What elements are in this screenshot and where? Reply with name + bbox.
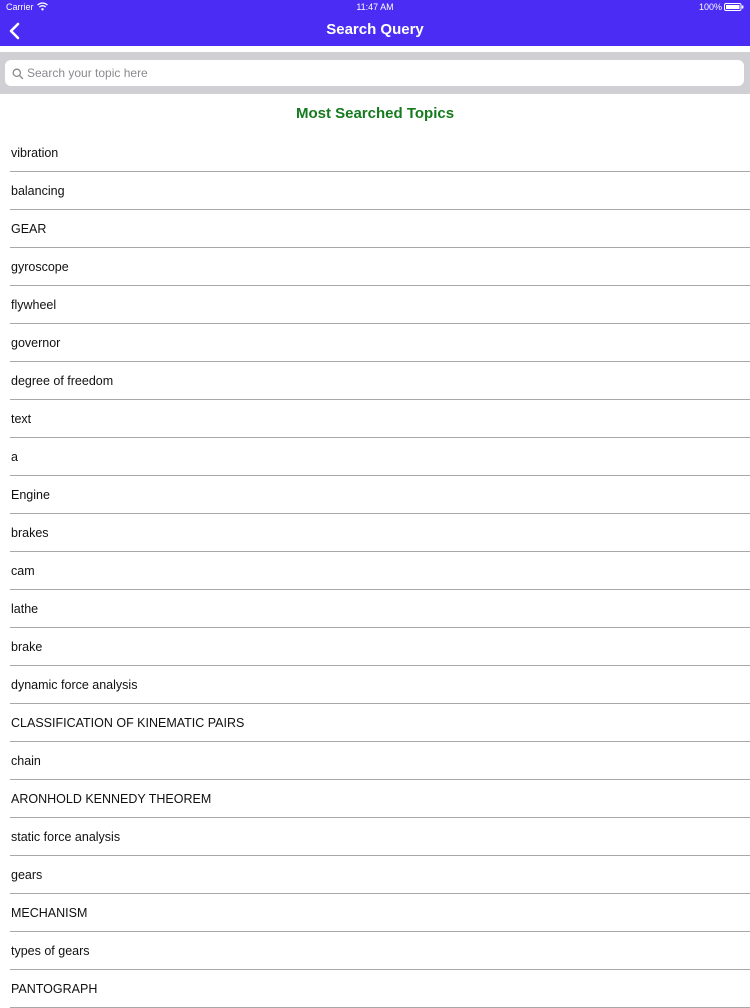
topic-list-item[interactable]: [0, 894, 750, 932]
topic-label: chain: [11, 754, 41, 768]
topic-list-item[interactable]: [0, 514, 750, 552]
topic-label: flywheel: [11, 298, 57, 312]
topic-label: a: [11, 450, 18, 464]
topic-label: gyroscope: [11, 260, 69, 274]
topic-label: CLASSIFICATION OF KINEMATIC PAIRS: [11, 716, 245, 730]
topic-label: ARONHOLD KENNEDY THEOREM: [11, 792, 212, 806]
topic-label: dynamic force analysis: [11, 678, 138, 692]
topic-list-item[interactable]: [0, 552, 750, 590]
status-time: 11:47 AM: [356, 2, 394, 12]
topic-list-item[interactable]: [0, 172, 750, 210]
topic-list-item[interactable]: [0, 742, 750, 780]
search-bar: [0, 52, 750, 94]
battery-icon: [724, 3, 744, 11]
battery-percentage: 100%: [698, 2, 722, 12]
topic-list-item[interactable]: [0, 438, 750, 476]
search-input[interactable]: [27, 60, 727, 86]
topic-list-item[interactable]: [0, 704, 750, 742]
topic-label: types of gears: [11, 944, 90, 958]
topic-label: MECHANISM: [11, 906, 88, 920]
topic-label: brakes: [11, 526, 49, 540]
topic-list-item[interactable]: [0, 476, 750, 514]
topic-list-item[interactable]: [0, 628, 750, 666]
topic-label: degree of freedom: [11, 374, 114, 388]
topic-list-item[interactable]: [0, 932, 750, 970]
topic-label: governor: [11, 336, 61, 350]
topic-list-item[interactable]: [0, 780, 750, 818]
topic-label: Engine: [11, 488, 50, 502]
search-icon: [12, 67, 24, 79]
topic-label: gears: [11, 868, 43, 882]
topic-label: lathe: [11, 602, 39, 616]
topic-list-item[interactable]: [0, 400, 750, 438]
topic-list-item[interactable]: [0, 210, 750, 248]
topic-label: balancing: [11, 184, 65, 198]
topic-list-item[interactable]: [0, 362, 750, 400]
topic-label: PANTOGRAPH: [11, 982, 98, 996]
topic-label: text: [11, 412, 32, 426]
carrier-label: Carrier: [6, 2, 34, 12]
topic-list-item[interactable]: [0, 970, 750, 1008]
navigation-header: [0, 0, 750, 46]
topic-label: brake: [11, 640, 43, 654]
topic-list-item[interactable]: [0, 818, 750, 856]
topic-list-item[interactable]: [0, 324, 750, 362]
page-title: Search Query: [326, 21, 424, 38]
topic-list-item[interactable]: [0, 286, 750, 324]
topic-list: [0, 134, 750, 1008]
topic-label: static force analysis: [11, 830, 121, 844]
status-bar: [0, 0, 750, 14]
topic-label: GEAR: [11, 222, 47, 236]
topic-list-item[interactable]: [0, 248, 750, 286]
topic-list-item[interactable]: [0, 856, 750, 894]
topic-label: cam: [11, 564, 35, 578]
topic-label: vibration: [11, 146, 59, 160]
topic-list-item[interactable]: [0, 590, 750, 628]
search-box[interactable]: [5, 60, 744, 86]
topic-list-item[interactable]: [0, 666, 750, 704]
most-searched-heading: Most Searched Topics: [295, 105, 455, 122]
topic-list-item[interactable]: [0, 134, 750, 172]
